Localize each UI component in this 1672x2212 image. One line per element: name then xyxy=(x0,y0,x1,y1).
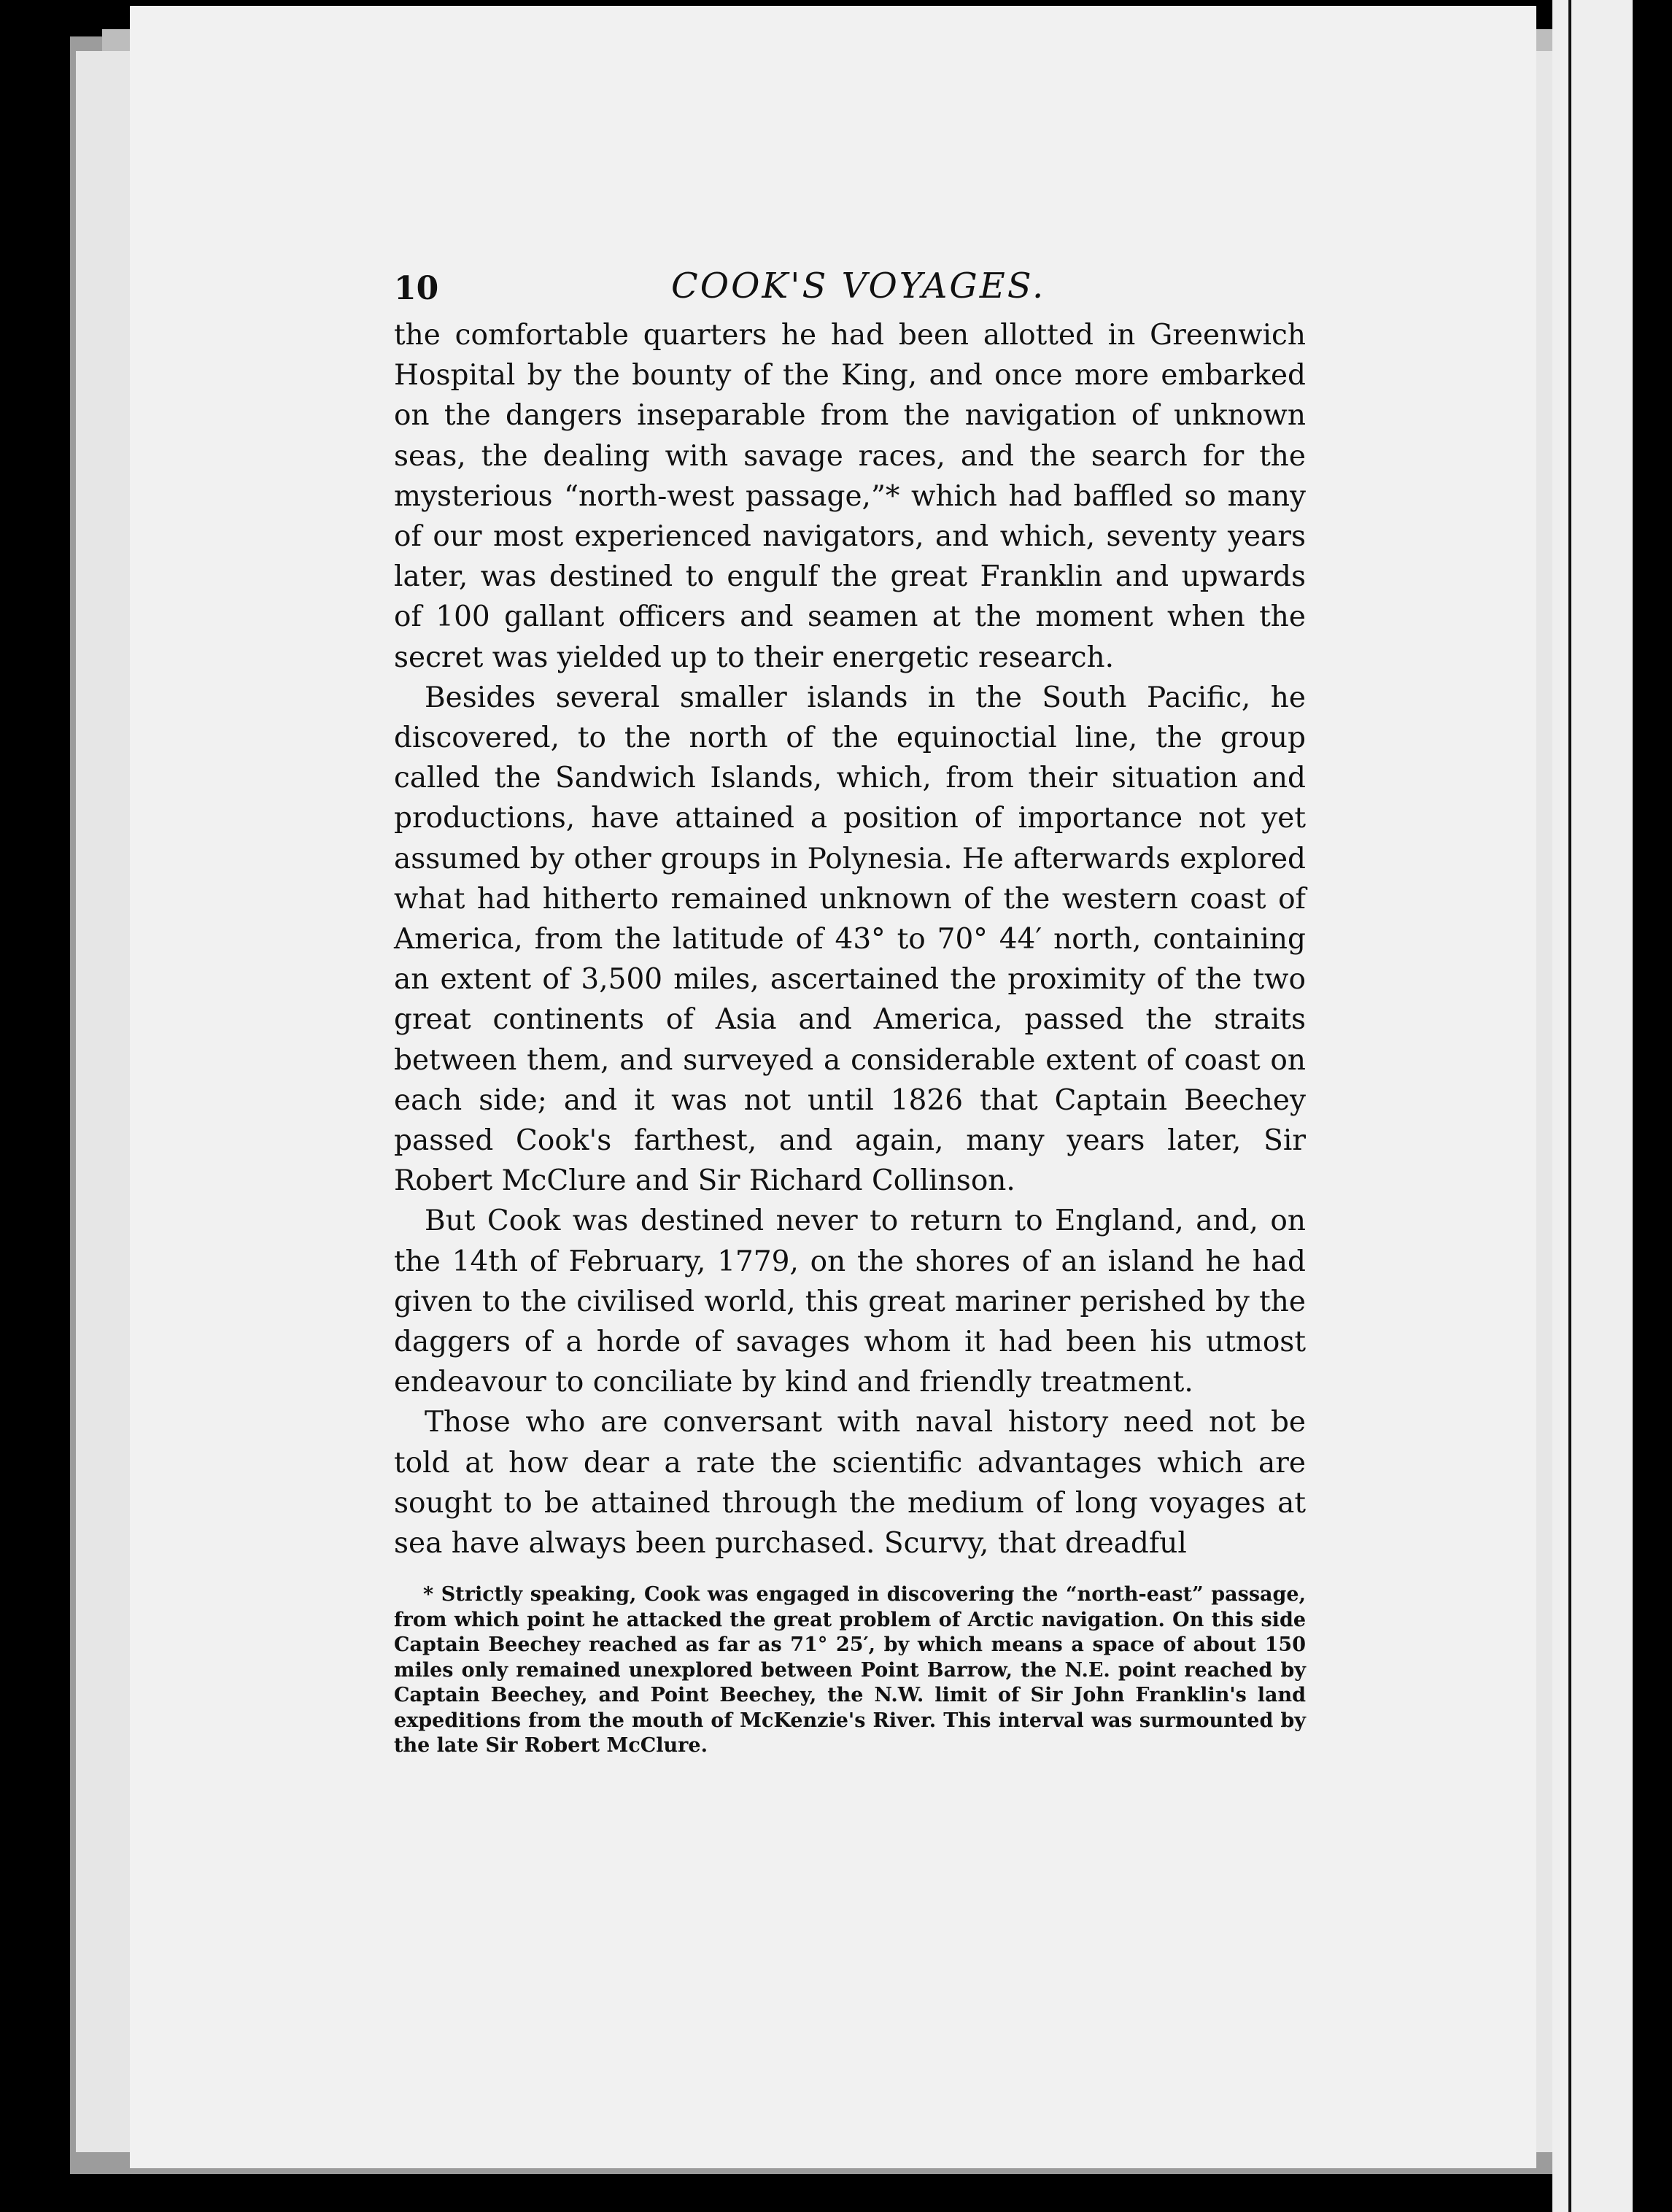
running-head xyxy=(394,263,1306,315)
gutter-line xyxy=(1568,0,1571,2212)
running-title: COOK'S VOYAGES. xyxy=(671,266,1046,306)
paragraph: But Cook was destined never to return to England, and, on the 14th of February, 1779, on the shores of an island he had given to the civilised world, this great mariner perished by the daggers of a horde of savages whom it had been his utmost endeavour to conciliate by kind and friendly treatment. xyxy=(394,1204,1306,1399)
footnote: * Strictly speaking, Cook was engaged in discovering the “north-east” passage, from which point he attacked the great problem of Arctic navigation. On this side Captain Beechey reached as far as 71° 25′, by which means a space of about 150 miles only remained unexplored between Point Barrow, the N.E. point reached by Captain Beechey, and Point Beechey, the N.W. limit of Sir John Franklin's land expeditions from the mouth of McKenzie's River. This interval was surmounted by the late Sir Robert McClure. xyxy=(394,1583,1306,1757)
page-content xyxy=(394,263,1306,1759)
body-text xyxy=(394,315,1306,1563)
paragraph: Those who are conversant with naval history need not be told at how dear a rate the scientific advantages which are sought to be attained through the medium of long voyages at sea have always been purchased. Scurvy, that dreadful xyxy=(394,1406,1306,1561)
paragraph: the comfortable quarters he had been allotted in Greenwich Hospital by the bounty of the King, and once more embarked on the dangers inseparable from the navigation of unknown seas, the dealing with savage races, and the search for the mysterious “north-west passage,”* which had baffled so many of our most experienced navigators, and which, seventy years later, was destined to engulf the great Franklin and upwards of 100 gallant officers and seamen at the moment when the secret was yielded up to their energetic research. xyxy=(394,319,1306,674)
facing-page-edge xyxy=(1552,0,1633,2212)
page-number: 10 xyxy=(394,270,439,307)
paragraph: Besides several smaller islands in the South Pacific, he discovered, to the north of the equinoctial line, the group called the Sandwich Islands, which, from their situation and productions, have attained a position of importance not yet assumed by other groups in Polynesia. He afterwards explored what had hitherto remained unknown of the western coast of America, from the latitude of 43° to 70° 44′ north, containing an extent of 3,500 miles, ascertained the proximity of the two great continents of Asia and America, passed the straits between them, and surveyed a considerable extent of coast on each side; and it was not until 1826 that Captain Beechey passed Cook's farthest, and again, many years later, Sir Robert McClure and Sir Richard Collinson. xyxy=(394,681,1306,1198)
